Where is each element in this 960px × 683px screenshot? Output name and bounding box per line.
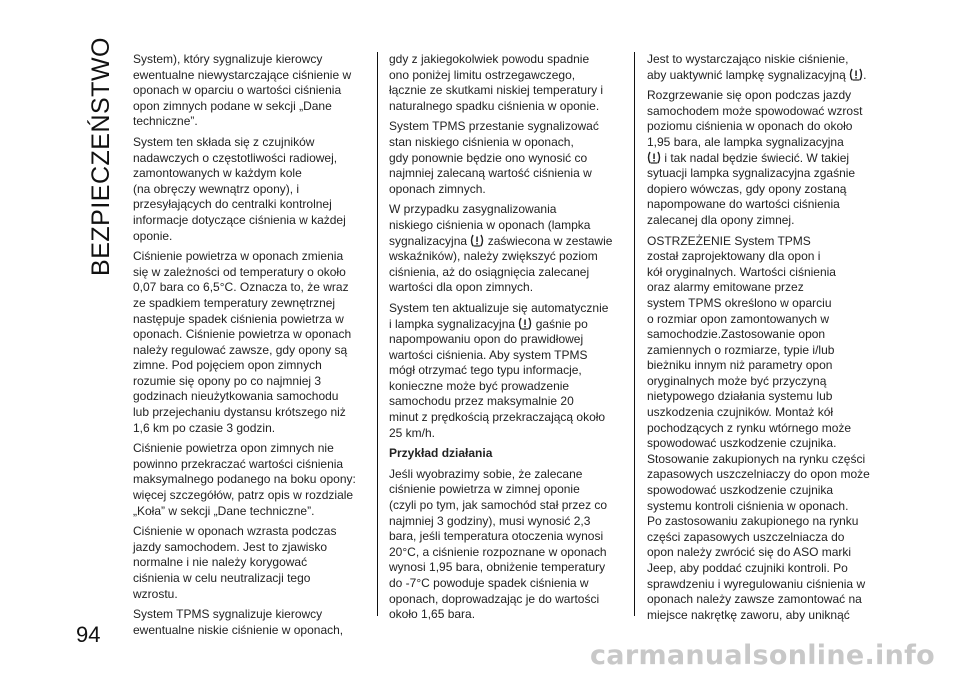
- paragraph-text: Rozgrzewanie się opon podczas jazdy samochodem może spowodować wzrost poziomu ciśnienia w oponach do około 1,95 bara, ale lampka sygnalizacyjna: [647, 88, 863, 149]
- paragraph: gdy z jakiegokolwiek powodu spadnie ono poniżej limitu ostrzegawczego, łącznie ze skutkami niskiej temperatury i naturalnego spadku ciśnienia w oponie.: [389, 52, 604, 113]
- paragraph: Ciśnienie powietrza opon zimnych nie powinno przekraczać wartości ciśnienia maksymalnego podanego na boku opony: więcej szczegółów, patrz opis w rozdziale „Koła” w sekcji „Dane techniczne”.: [133, 441, 356, 518]
- warning-paragraph: OSTRZEŻENIE System TPMS został zaprojektowany dla opon i kół oryginalnych. Wartości ciśnienia oraz alarmy emitowane przez system TPMS określono w oparciu o rozmiar opon zamontowanych w samochodzie.Zastosowanie opon zamiennych o rozmiarze, typie i/lub bieżniku innym niż parametry opon oryginalnych może być przyczyną nietypowego działania systemu lub uszkodzenia czujników. Montaż kół pochodzących z rynku wtórnego może spowodować uszkodzenie czujnika. Stosowanie zakupionych na rynku części zapasowych uszczelniaczy do opon może spowodować uszkodzenie czujnika systemu kontroli ciśnienia w oponach. Po zastosowaniu zakupionego na rynku części zapasowych uszczelniacza do opon należy zwrócić się do ASO marki Jeep, aby poddać czujniki kontroli. Po sprawdzeniu i wyregulowaniu ciśnienia w oponach należy zawsze zamontować na miejsce nakrętkę zaworu, aby uniknąć: [647, 233, 870, 622]
- paragraph: System TPMS przestanie sygnalizować stan niskiego ciśnienia w oponach, gdy ponownie będzie ono wynosić co najmniej zalecaną wartość ciśnienia w oponach zimnych.: [389, 119, 599, 196]
- paragraph: [647, 88, 881, 228]
- paragraph-text: W przypadku zasygnalizowania niskiego ciśnienia w oponach (lampka sygnalizacyjna: [389, 202, 591, 248]
- column-divider: [377, 52, 378, 616]
- section-heading: Przykład działania: [389, 446, 493, 461]
- paragraph: Ciśnienie w oponach wzrasta podczas jazdy samochodem. Jest to zjawisko normalne i nie należy korygować ciśnienia w celu neutralizacji tego wzrostu.: [133, 524, 337, 601]
- paragraph: System), który sygnalizuje kierowcy ewentualne niewystarczające ciśnienie w oponach w oparciu o wartości ciśnienia opon zimnych podane w sekcji „Dane techniczne”.: [133, 52, 352, 129]
- tire-pressure-warning-icon: [849, 68, 863, 81]
- paragraph: System TPMS sygnalizuje kierowcy ewentualne niskie ciśnienie w oponach,: [133, 607, 344, 637]
- paragraph-text: Jest to wystarczająco niskie ciśnienie, aby uaktywnić lampkę sygnalizacyjną: [647, 52, 849, 82]
- paragraph-text: i tak nadal będzie świecić. W takiej sytuacji lampka sygnalizacyjna zgaśnie dopiero wówczas, gdy opony zostaną napompowane do wartości ciśnienia zalecanej dla opony zimnej.: [647, 150, 856, 227]
- text-column-3: [647, 52, 881, 628]
- paragraph-text: gaśnie po napompowaniu opon do prawidłowej wartości ciśnienia. Aby system TPMS mógł otrzymać tego typu informacje, konieczne może być prowadzenie samochodu przez maksymalnie 20 minut z prędkością przekraczającą około 25 km/h.: [389, 316, 606, 440]
- section-title: [76, 36, 126, 276]
- text-column-1: [133, 52, 367, 643]
- paragraph-text: .: [863, 67, 867, 82]
- paragraph: [647, 52, 881, 83]
- paragraph: Ciśnienie powietrza w oponach zmienia się w zależności od temperatury o około 0,07 bara co 6,5°C. Oznacza to, że wraz ze spadkiem temperatury zewnętrznej następuje spadek ciśnienia powietrza w oponach. Ciśnienie powietrza w oponach należy regulować zawsze, gdy opony są zimne. Pod pojęciem opon zimnych rozumie się opony po co najmniej 3 godzinach nieużytkowania samochodu lub przejechaniu dystansu krótszego niż 1,6 km po czasie 3 godzin.: [133, 249, 352, 435]
- watermark: carmanualsonline.info: [590, 640, 936, 671]
- tire-pressure-warning-icon: [518, 317, 532, 330]
- section-title-text: BEZPIECZEŃSTWO: [86, 37, 115, 276]
- paragraph: [389, 301, 623, 441]
- paragraph: System ten składa się z czujników nadawczych o częstotliwości radiowej, zamontowanych w każdym kole (na obręczy wewnątrz opony), i przesyłających do centralki kontrolnej informacje dotyczące ciśnienia w każdej oponie.: [133, 134, 346, 243]
- paragraph: Jeśli wyobrazimy sobie, że zalecane ciśnienie powietrza w zimnej oponie (czyli po tym, jak samochód stał przez co najmniej 3 godziny), musi wynosić 2,3 bara, jeśli temperatura otoczenia wynosi 20°C, a ciśnienie rozpoznane w oponach wynosi 1,95 bara, obniżenie temperatury do -7°C powoduje spadek ciśnienia w oponach, doprowadzając je do wartości około 1,65 bara.: [389, 466, 608, 622]
- paragraph-text: System ten aktualizuje się automatycznie i lampka sygnalizacyjna: [389, 300, 609, 331]
- text-column-2: [389, 52, 623, 628]
- page-number: 94: [76, 622, 101, 647]
- column-divider: [634, 52, 635, 616]
- paragraph-text: zaświecona w zestawie wskaźników), należy zwiększyć poziom ciśnienia, aż do osiągnięcia zalecanej wartości dla opon zimnych.: [389, 233, 613, 295]
- tire-pressure-warning-icon: [470, 234, 484, 247]
- tire-pressure-warning-icon: [647, 151, 661, 164]
- paragraph: [389, 202, 623, 296]
